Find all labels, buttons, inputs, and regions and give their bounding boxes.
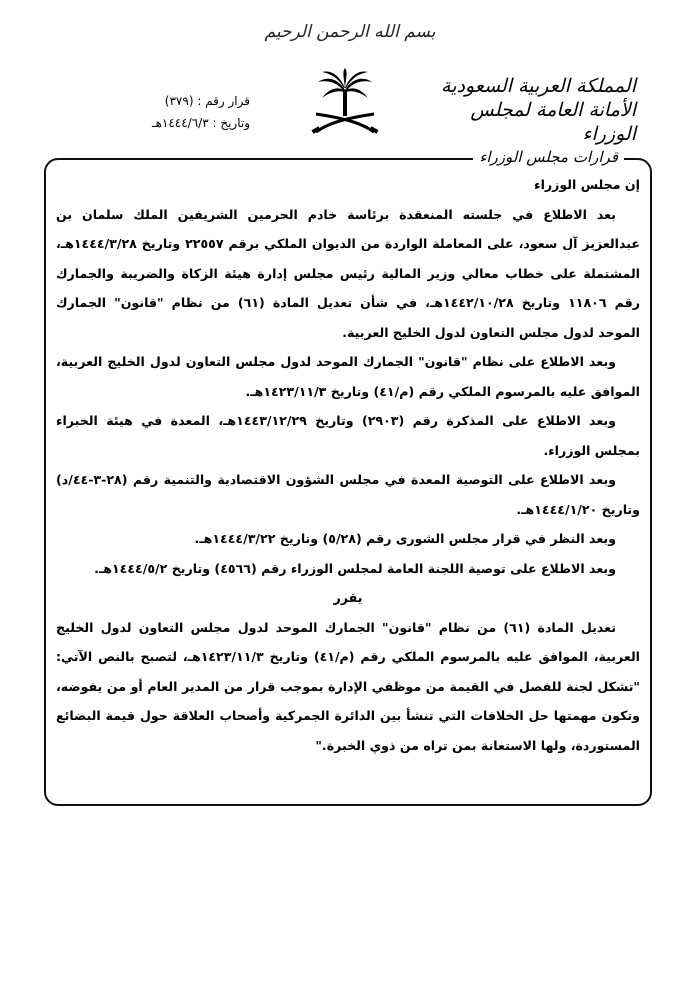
paragraph-4: وبعد الاطلاع على التوصية المعدة في مجلس الشؤون الاقتصادية والتنمية رقم (٢٨-٣-٤٤/د) وتاريخ ١٤٤٤/١/٢٠هـ. (56, 472, 640, 517)
decides-heading: يقرر (333, 590, 363, 605)
decision-number: قرار رقم : (٣٧٩) (164, 94, 250, 108)
basmala: بسم الله الرحمن الرحيم (264, 22, 436, 42)
issuing-authority (436, 74, 636, 146)
decision-reference (110, 90, 250, 134)
paragraph-1: بعد الاطلاع في جلسته المنعقدة برئاسة خادم الحرمين الشريفين الملك سلمان بن عبدالعزيز آل سعود، على المعاملة الواردة من الديوان الملكي برقم ٢٢٥٥٧ وتاريخ ١٤٤٤/٣/٢٨هـ، المشتملة على خطاب معالي وزير المالية رئيس مجلس إدارة هيئة الزكاة والضريبة والجمارك رقم ١١٨٠٦ وتاريخ ١٤٤٢/١٠/٢٨هـ، في شأن تعديل المادة (٦١) من نظام "قانون" الجمارك الموحد لدول مجلس التعاون لدول الخليج العربية. (56, 206, 640, 340)
section-label: قرارات مجلس الوزراء (473, 148, 624, 166)
secretariat-name: الأمانة العامة لمجلس الوزراء (470, 99, 636, 145)
decision-date: وتاريخ : ١٤٤٤/٦/٣هـ (152, 116, 250, 130)
paragraph-7: تعديل المادة (٦١) من نظام "قانون" الجمارك الموحد لدول مجلس التعاون لدول الخليج العربية، الموافق عليه بالمرسوم الملكي رقم (م/٤١) وتاريخ ١٤٢٣/١١/٣هـ، لتصبح بالنص الآتي: "تشكل لجنة للفصل في القيمة من موظفي الإدارة بموجب قرار من المدير العام أو من يفوضه، وتكون مهمتها حل الخلافات التي تنشأ بين الدائرة الجمركية وأصحاب العلاقة حول قيمة البضائع المستوردة، ولها الاستعانة بمن تراه من ذوي الخبرة." (56, 619, 640, 753)
paragraph-5: وبعد النظر في قرار مجلس الشورى رقم (٥/٢٨) وتاريخ ١٤٤٤/٣/٢٢هـ. (194, 531, 616, 546)
paragraph-3: وبعد الاطلاع على المذكرة رقم (٢٩٠٣) وتاريخ ١٤٤٣/١٢/٢٩هـ، المعدة في هيئة الخبراء بمجلس الوزراء. (56, 413, 640, 458)
paragraph-6: وبعد الاطلاع على توصية اللجنة العامة لمجلس الوزراء رقم (٤٥٦٦) وتاريخ ١٤٤٤/٥/٢هـ. (94, 560, 616, 576)
kingdom-name: المملكة العربية السعودية (441, 75, 636, 97)
paragraph-2: وبعد الاطلاع على نظام "قانون" الجمارك الموحد لدول مجلس التعاون لدول الخليج العربية، الموافق عليه بالمرسوم الملكي رقم (م/٤١) وتاريخ ١٤٢٣/١١/٣هـ. (56, 354, 640, 399)
intro-line: إن مجلس الوزراء (534, 177, 640, 192)
saudi-emblem-palm-swords-icon (308, 68, 382, 140)
decision-body (56, 170, 640, 760)
